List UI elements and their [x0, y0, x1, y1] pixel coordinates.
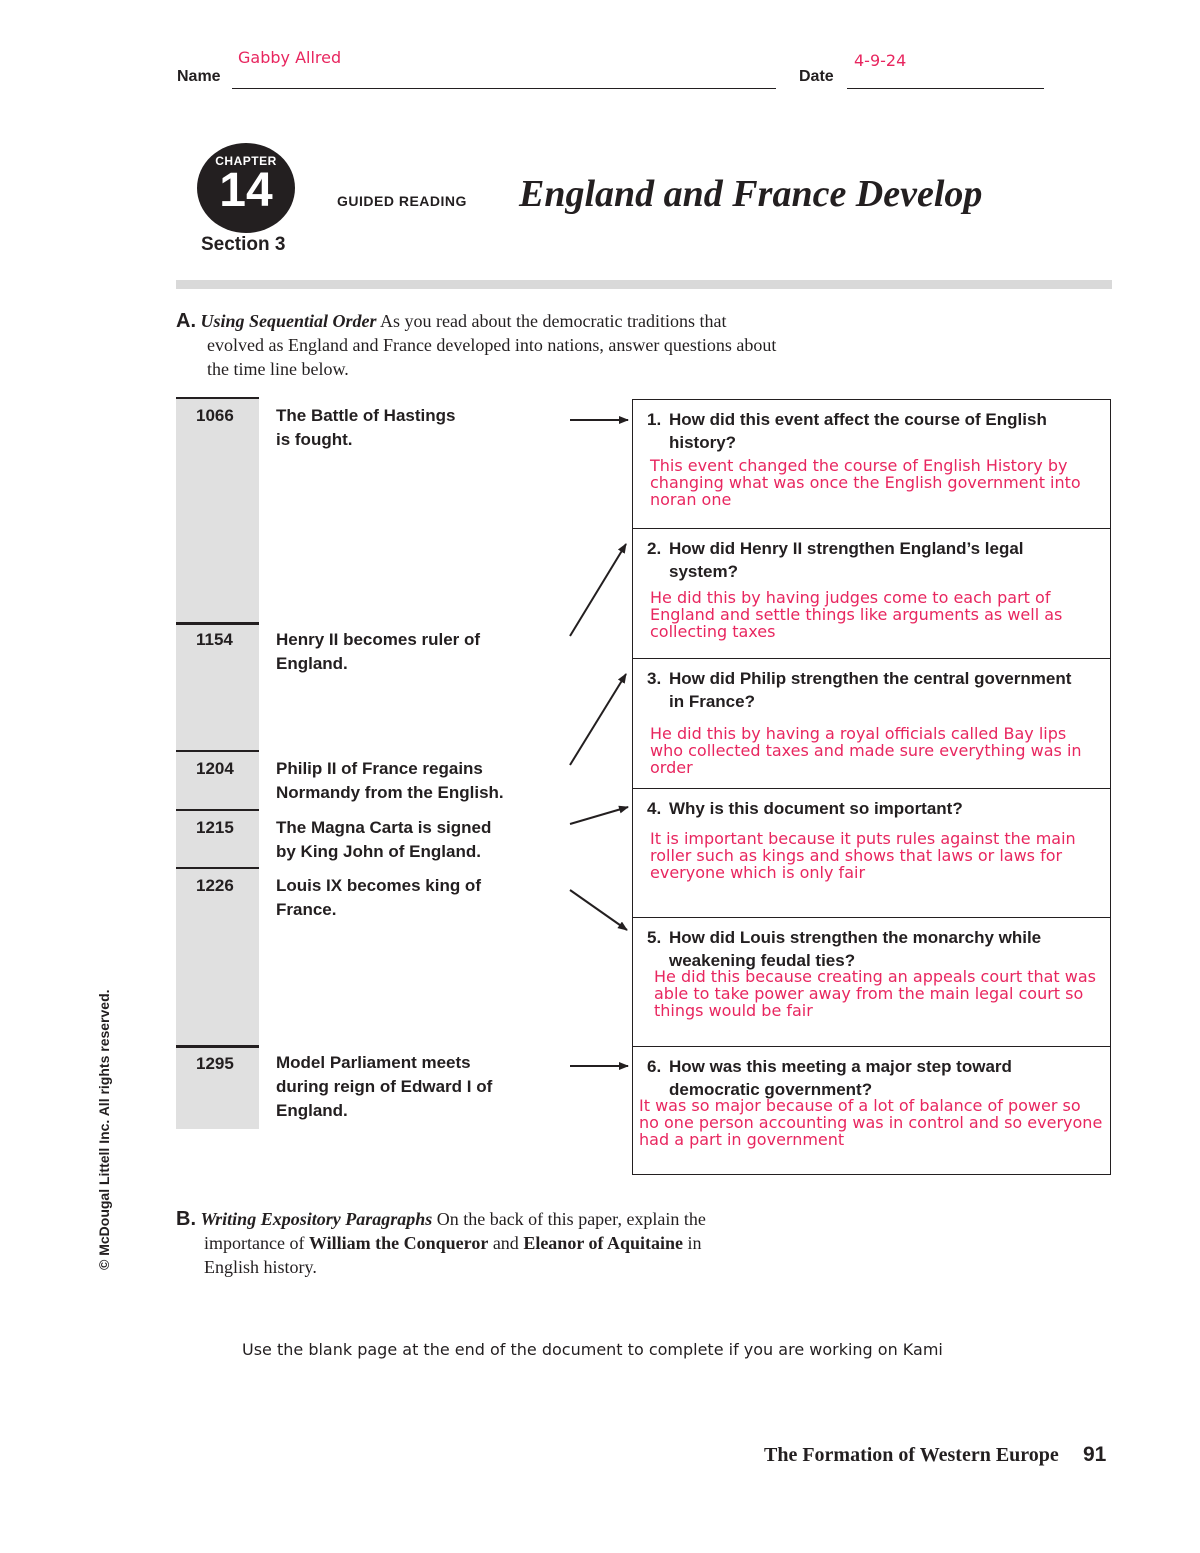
kami-note: Use the blank page at the end of the document to complete if you are working on Kami [242, 1340, 943, 1359]
question-title: 1. How did this event affect the course of English history? [647, 410, 1047, 452]
timeline-year: 1204 [196, 759, 234, 778]
timeline-year: 1154 [196, 630, 233, 649]
timeline-event: Model Parliament meets during reign of Edward I of England. [276, 1053, 493, 1120]
question-title: 6. How was this meeting a major step toward democratic government? [647, 1057, 1012, 1099]
section-b-line2: importance of William the Conqueror and Eleanor of Aquitaine in [204, 1233, 702, 1253]
question-box [632, 399, 1111, 529]
answer-text[interactable]: It is important because it puts rules against the main roller such as kings and shows that laws or laws for everyone which is only fair [650, 829, 1076, 882]
chapter-number: 14 [219, 164, 273, 217]
chapter-word: CHAPTER [215, 154, 277, 168]
timeline-event: The Magna Carta is signed by King John of England. [276, 818, 492, 861]
answer-text[interactable]: He did this by having a royal officials called Bay lips who collected taxes and made sure everything was in order [650, 724, 1082, 777]
question-box [632, 788, 1111, 918]
question-box [632, 917, 1111, 1047]
question-title: 3. How did Philip strengthen the central government in France? [647, 669, 1072, 711]
question-title: 2. How did Henry II strengthen England’s legal system? [647, 539, 1024, 581]
arrow-icon [570, 890, 627, 930]
timeline-event: Philip II of France regains Normandy from the English. [276, 759, 504, 802]
arrow-icon [570, 674, 626, 765]
section-b-line3: English history. [204, 1257, 317, 1277]
timeline-year: 1215 [196, 818, 234, 837]
question-box [632, 658, 1111, 789]
section-b-line1: On the back of this paper, explain the [436, 1209, 706, 1229]
section-a-line2: evolved as England and France developed into nations, answer questions about [207, 335, 777, 355]
copyright-notice: © McDougal Littell Inc. All rights reserved. [96, 989, 112, 1270]
date-label: Date [799, 68, 834, 85]
answer-text[interactable]: He did this by having judges come to each part of England and settle things like arguments as well as collecting taxes [650, 588, 1063, 641]
section-a-line3: the time line below. [207, 359, 349, 379]
question-title: 5. How did Louis strengthen the monarchy while weakening feudal ties? [647, 928, 1042, 970]
section-b-instructions [176, 1207, 856, 1279]
section-b-letter: B. [176, 1208, 196, 1230]
date-value[interactable]: 4-9-24 [854, 51, 907, 70]
page-number: 91 [1083, 1443, 1107, 1466]
page-title: England and France Develop [519, 173, 983, 215]
question-title: 4. Why is this document so important? [647, 799, 963, 818]
timeline-year: 1226 [196, 876, 234, 895]
section-a-line1: As you read about the democratic traditions that [380, 311, 727, 331]
footer-unit-title: The Formation of Western Europe [764, 1444, 1059, 1466]
answer-text[interactable]: This event changed the course of English History by changing what was once the English government into noran one [650, 456, 1081, 509]
timeline-year: 1066 [196, 406, 234, 425]
name-label: Name [177, 68, 221, 85]
student-name-value[interactable]: Gabby Allred [238, 48, 342, 67]
section-b-skill: Writing Expository Paragraphs [200, 1209, 433, 1229]
arrow-icon [570, 807, 628, 824]
guided-reading-label: GUIDED READING [337, 193, 467, 209]
question-box [632, 1046, 1111, 1175]
answer-text[interactable]: He did this because creating an appeals court that was able to take power away from the main legal court so things would be fair [654, 967, 1096, 1020]
question-box [632, 528, 1111, 659]
timeline-year: 1295 [196, 1054, 234, 1073]
section-a-skill: Using Sequential Order [200, 311, 377, 331]
arrow-icon [570, 544, 626, 636]
section-label: Section 3 [201, 234, 286, 255]
answer-text[interactable]: It was so major because of a lot of balance of power so no one person accounting was in control and so everyone had a part in government [639, 1096, 1103, 1149]
timeline-event: The Battle of Hastings is fought. [276, 406, 456, 449]
section-a-letter: A. [176, 310, 196, 332]
timeline-event: Henry II becomes ruler of England. [276, 630, 481, 673]
timeline-event: Louis IX becomes king of France. [276, 876, 481, 919]
